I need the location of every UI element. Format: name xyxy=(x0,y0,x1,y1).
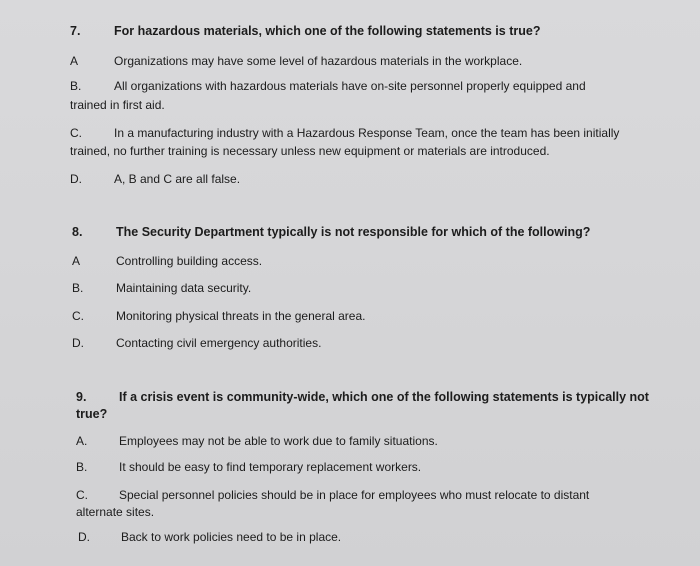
option-text: Maintaining data security. xyxy=(116,281,252,295)
option-text-continued: alternate sites. xyxy=(76,505,155,519)
option-letter: C. xyxy=(76,488,88,502)
option-letter: B. xyxy=(72,281,84,295)
option-text: Organizations may have some level of hazardous materials in the workplace. xyxy=(114,54,523,68)
question-number: 9. xyxy=(76,390,87,404)
option-letter: B. xyxy=(76,460,88,474)
question-number: 8. xyxy=(72,225,83,239)
option-letter: C. xyxy=(72,309,84,323)
option-text-continued: trained, no further training is necessary unless new equipment or materials are introduced. xyxy=(70,144,550,158)
option-letter: D. xyxy=(72,336,84,350)
option-letter: D. xyxy=(70,172,82,186)
option-letter: B. xyxy=(70,79,82,93)
option-text: It should be easy to find temporary replacement workers. xyxy=(119,460,422,474)
option-text: In a manufacturing industry with a Hazardous Response Team, once the team has been initially xyxy=(114,126,620,140)
option-letter: A xyxy=(72,254,81,268)
option-text-continued: trained in first aid. xyxy=(70,98,165,112)
option-text: Monitoring physical threats in the general area. xyxy=(116,309,366,323)
option-text: Contacting civil emergency authorities. xyxy=(116,336,322,350)
option-letter: C. xyxy=(70,126,82,140)
question-stem-continued: true? xyxy=(76,407,108,421)
option-text: All organizations with hazardous materials have on-site personnel properly equipped and xyxy=(114,79,586,93)
option-letter: A xyxy=(70,54,79,68)
option-text: Controlling building access. xyxy=(116,254,263,268)
question-stem: For hazardous materials, which one of the following statements is true? xyxy=(114,24,541,38)
question-stem: The Security Department typically is not responsible for which of the following? xyxy=(116,225,591,239)
option-text: Back to work policies need to be in place. xyxy=(121,530,342,544)
option-letter: D. xyxy=(78,530,90,544)
question-stem: If a crisis event is community-wide, which one of the following statements is typically not xyxy=(119,390,649,404)
option-letter: A. xyxy=(76,434,88,448)
question-number: 7. xyxy=(70,24,81,38)
option-text: A, B and C are all false. xyxy=(114,172,241,186)
option-text: Special personnel policies should be in place for employees who must relocate to distant xyxy=(119,488,590,502)
option-text: Employees may not be able to work due to family situations. xyxy=(119,434,438,448)
